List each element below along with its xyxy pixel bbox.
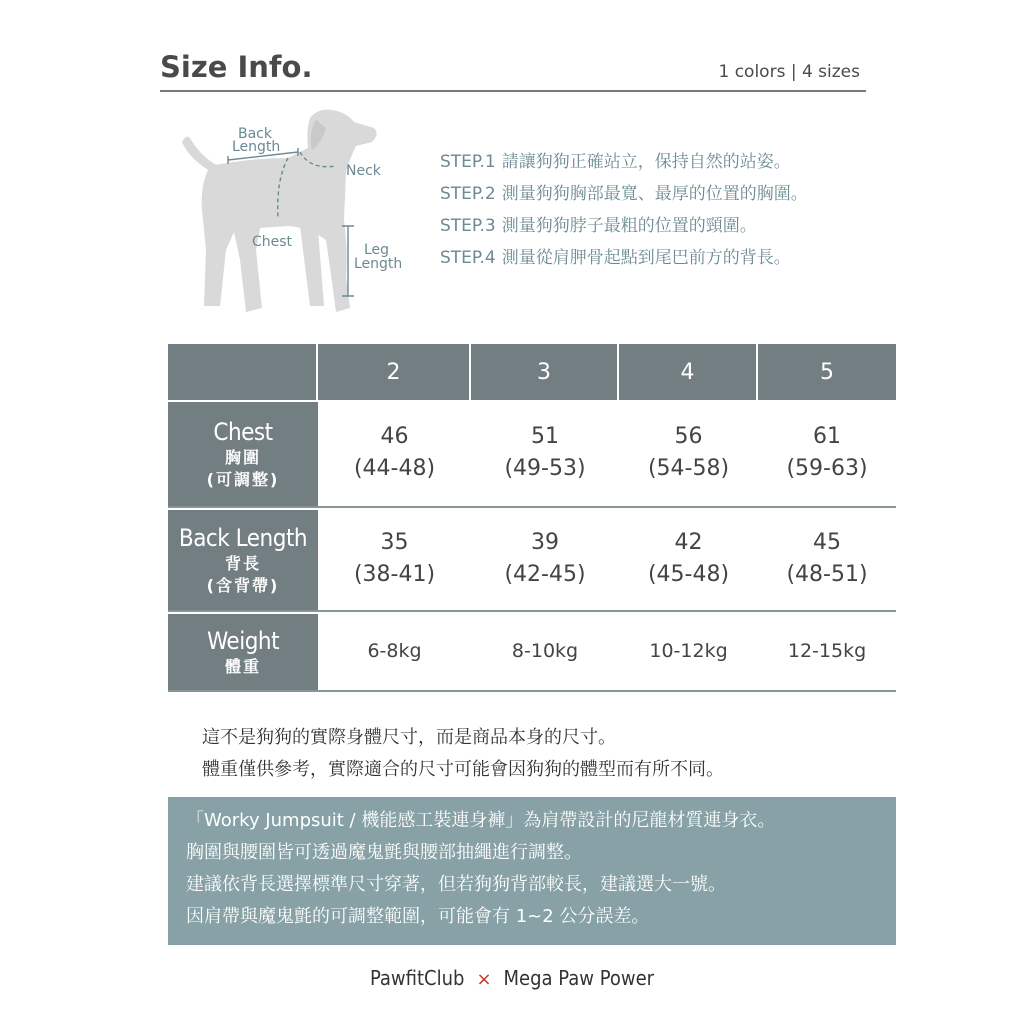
table-cell: 56 (54-58) xyxy=(647,424,730,481)
brand-mega-paw-power: Mega Paw Power xyxy=(503,966,655,990)
info-line: 建議依背長選擇標準尺寸穿著，但若狗狗背部較長，建議選大一號。 xyxy=(186,874,726,895)
back-length-label: Length xyxy=(232,139,281,155)
brand-pawfitclub: PawfitClub xyxy=(369,966,465,990)
back-label: Back xyxy=(238,126,272,142)
note-line: 體重僅供參考，實際適合的尺寸可能會因狗狗的體型而有所不同。 xyxy=(202,759,724,780)
info-line: 「Worky Jumpsuit / 機能感工裝連身褲」為肩帶設計的尼龍材質連身衣。 xyxy=(186,810,776,831)
header-corner xyxy=(168,344,318,400)
chest-label: Chest xyxy=(252,234,293,250)
step-item: STEP.4 測量從肩胛骨起點到尾巴前方的背長。 xyxy=(440,248,791,268)
size-header-row xyxy=(168,344,896,400)
info-line: 因肩帶與魔鬼氈的可調整範圍，可能會有 1~2 公分誤差。 xyxy=(186,906,650,927)
table-cell: 42 (45-48) xyxy=(647,530,730,587)
table-cell: 39 (42-45) xyxy=(504,530,586,587)
size-header-cell: 2 xyxy=(318,344,471,400)
table-cell: 61 (59-63) xyxy=(786,424,868,481)
table-cell: 12-15kg xyxy=(787,640,867,662)
table-cell: 35 (38-41) xyxy=(353,530,436,587)
step-item: STEP.1 請讓狗狗正確站立，保持自然的站姿。 xyxy=(440,152,791,172)
info-line: 胸圍與腰圍皆可透過魔鬼氈與腰部抽繩進行調整。 xyxy=(186,842,582,863)
size-disclaimer xyxy=(202,722,724,786)
row-header: Back Length 背長 (含背帶) xyxy=(168,508,318,610)
table-cell: 8-10kg xyxy=(511,640,579,662)
brand-footer xyxy=(0,966,1024,990)
leg-length-label: Length xyxy=(354,256,403,272)
row-header: Chest 胸圍 (可調整) xyxy=(168,400,318,506)
product-info-box xyxy=(168,797,896,945)
dog-measurement-illustration xyxy=(160,100,430,325)
variant-summary: 1 colors | 4 sizes xyxy=(718,62,860,82)
size-header-cell: 4 xyxy=(619,344,758,400)
measurement-steps xyxy=(440,146,808,274)
note-line: 這不是狗狗的實際身體尺寸，而是商品本身的尺寸。 xyxy=(202,727,616,748)
leg-label: Leg xyxy=(364,242,390,258)
step-item: STEP.2 測量狗狗胸部最寬、最厚的位置的胸圍。 xyxy=(440,184,808,204)
table-row-weight xyxy=(168,612,896,692)
table-row-chest xyxy=(168,400,896,508)
size-header-cell: 3 xyxy=(471,344,619,400)
table-cell: 45 (48-51) xyxy=(786,530,868,587)
table-row-back-length xyxy=(168,508,896,612)
neck-label: Neck xyxy=(346,163,381,179)
row-header: Weight 體重 xyxy=(168,612,318,690)
size-header-cell: 5 xyxy=(758,344,896,400)
table-cell: 46 (44-48) xyxy=(353,424,436,481)
collab-separator: × xyxy=(476,969,492,990)
step-item: STEP.3 測量狗狗脖子最粗的位置的頸圍。 xyxy=(440,216,757,236)
table-cell: 51 (49-53) xyxy=(504,424,586,481)
title-divider xyxy=(160,90,866,92)
table-cell: 10-12kg xyxy=(649,640,728,662)
table-cell: 6-8kg xyxy=(367,640,422,662)
page-title: Size Info. xyxy=(160,50,313,84)
size-table xyxy=(168,344,896,692)
